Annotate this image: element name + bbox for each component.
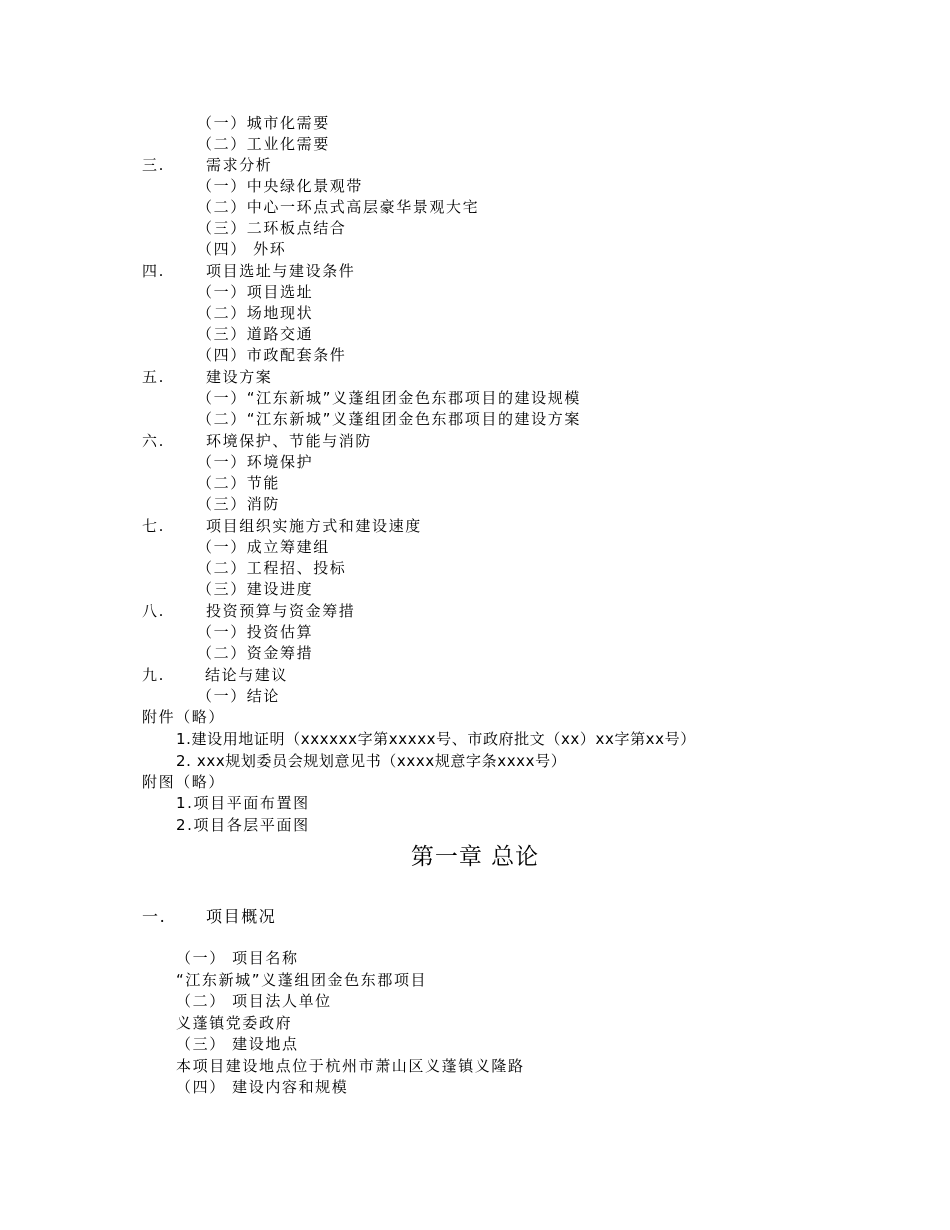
attachment-item: 2. xxx规划委员会规划意见书（xxxx规意字条xxxx号） — [176, 752, 567, 770]
toc-item: （三）消防 — [197, 495, 281, 513]
chapter-title: 第一章 总论 — [410, 844, 540, 870]
body-line: （三） 建设地点 — [176, 1035, 299, 1053]
section-title: 投资预算与资金筹措 — [206, 602, 356, 620]
toc-item: （四） 外环 — [197, 240, 287, 258]
toc-section — [142, 367, 272, 388]
toc-section — [142, 601, 355, 622]
section-number: 八. — [142, 602, 165, 620]
toc-section — [142, 665, 288, 686]
toc-item: （一）项目选址 — [197, 283, 314, 301]
body-line: （四） 建设内容和规模 — [176, 1078, 349, 1096]
toc-section — [142, 516, 422, 537]
toc-item: （四）市政配套条件 — [197, 346, 347, 364]
body-section-heading — [142, 906, 276, 927]
toc-item: （一）环境保护 — [197, 453, 314, 471]
toc-item: （一）城市化需要 — [197, 114, 330, 132]
attachment-item: 1.建设用地证明（xxxxxx字第xxxxx号、市政府批文（xx）xx字第xx号） — [176, 730, 696, 748]
toc-item: （一）结论 — [197, 687, 281, 705]
toc-item: （一）中央绿化景观带 — [197, 177, 364, 195]
section-number: 四. — [142, 262, 165, 280]
section-title: 需求分析 — [206, 156, 273, 174]
toc-section — [142, 431, 372, 452]
figure-item: 2.项目各层平面图 — [176, 816, 310, 834]
section-number: 一. — [142, 907, 167, 926]
toc-item: （二）场地现状 — [197, 304, 314, 322]
section-title: 项目选址与建设条件 — [206, 262, 356, 280]
toc-item: （三）建设进度 — [197, 580, 314, 598]
section-number: 六. — [142, 432, 165, 450]
toc-section — [142, 261, 355, 282]
toc-item: （一）“江东新城”义蓬组团金色东郡项目的建设规模 — [197, 389, 581, 407]
toc-item: （二）工程招、投标 — [197, 559, 347, 577]
toc-item: （二）“江东新城”义蓬组团金色东郡项目的建设方案 — [197, 410, 581, 428]
body-line: （一） 项目名称 — [176, 949, 299, 967]
toc-item: （三）道路交通 — [197, 325, 314, 343]
toc-item: （三）二环板点结合 — [197, 219, 347, 237]
section-number: 五. — [142, 368, 165, 386]
section-title: 环境保护、节能与消防 — [206, 432, 373, 450]
body-line: （二） 项目法人单位 — [176, 992, 332, 1010]
toc-item: （二）工业化需要 — [197, 135, 330, 153]
section-title: 建设方案 — [206, 368, 273, 386]
section-title: 结论与建议 — [205, 666, 289, 684]
section-number: 九. — [142, 666, 165, 684]
body-line: 本项目建设地点位于杭州市萧山区义蓬镇义隆路 — [176, 1057, 525, 1075]
toc-item: （一）成立筹建组 — [197, 538, 330, 556]
section-title: 项目概况 — [206, 907, 277, 926]
toc-item: （二）中心一环点式高层豪华景观大宅 — [197, 198, 480, 216]
section-title: 项目组织实施方式和建设速度 — [206, 517, 422, 535]
toc-item: （二）资金筹措 — [197, 644, 314, 662]
section-number: 七. — [142, 517, 165, 535]
body-line: “江东新城”义蓬组团金色东郡项目 — [176, 971, 428, 989]
toc-item: （二）节能 — [197, 474, 281, 492]
body-line: 义蓬镇党委政府 — [176, 1014, 293, 1032]
toc-section — [142, 155, 272, 176]
toc-item: （一）投资估算 — [197, 623, 314, 641]
attachment-heading: 附件（略） — [142, 708, 226, 726]
figure-heading: 附图（略） — [142, 773, 226, 791]
figure-item: 1.项目平面布置图 — [176, 794, 310, 812]
section-number: 三. — [142, 156, 165, 174]
